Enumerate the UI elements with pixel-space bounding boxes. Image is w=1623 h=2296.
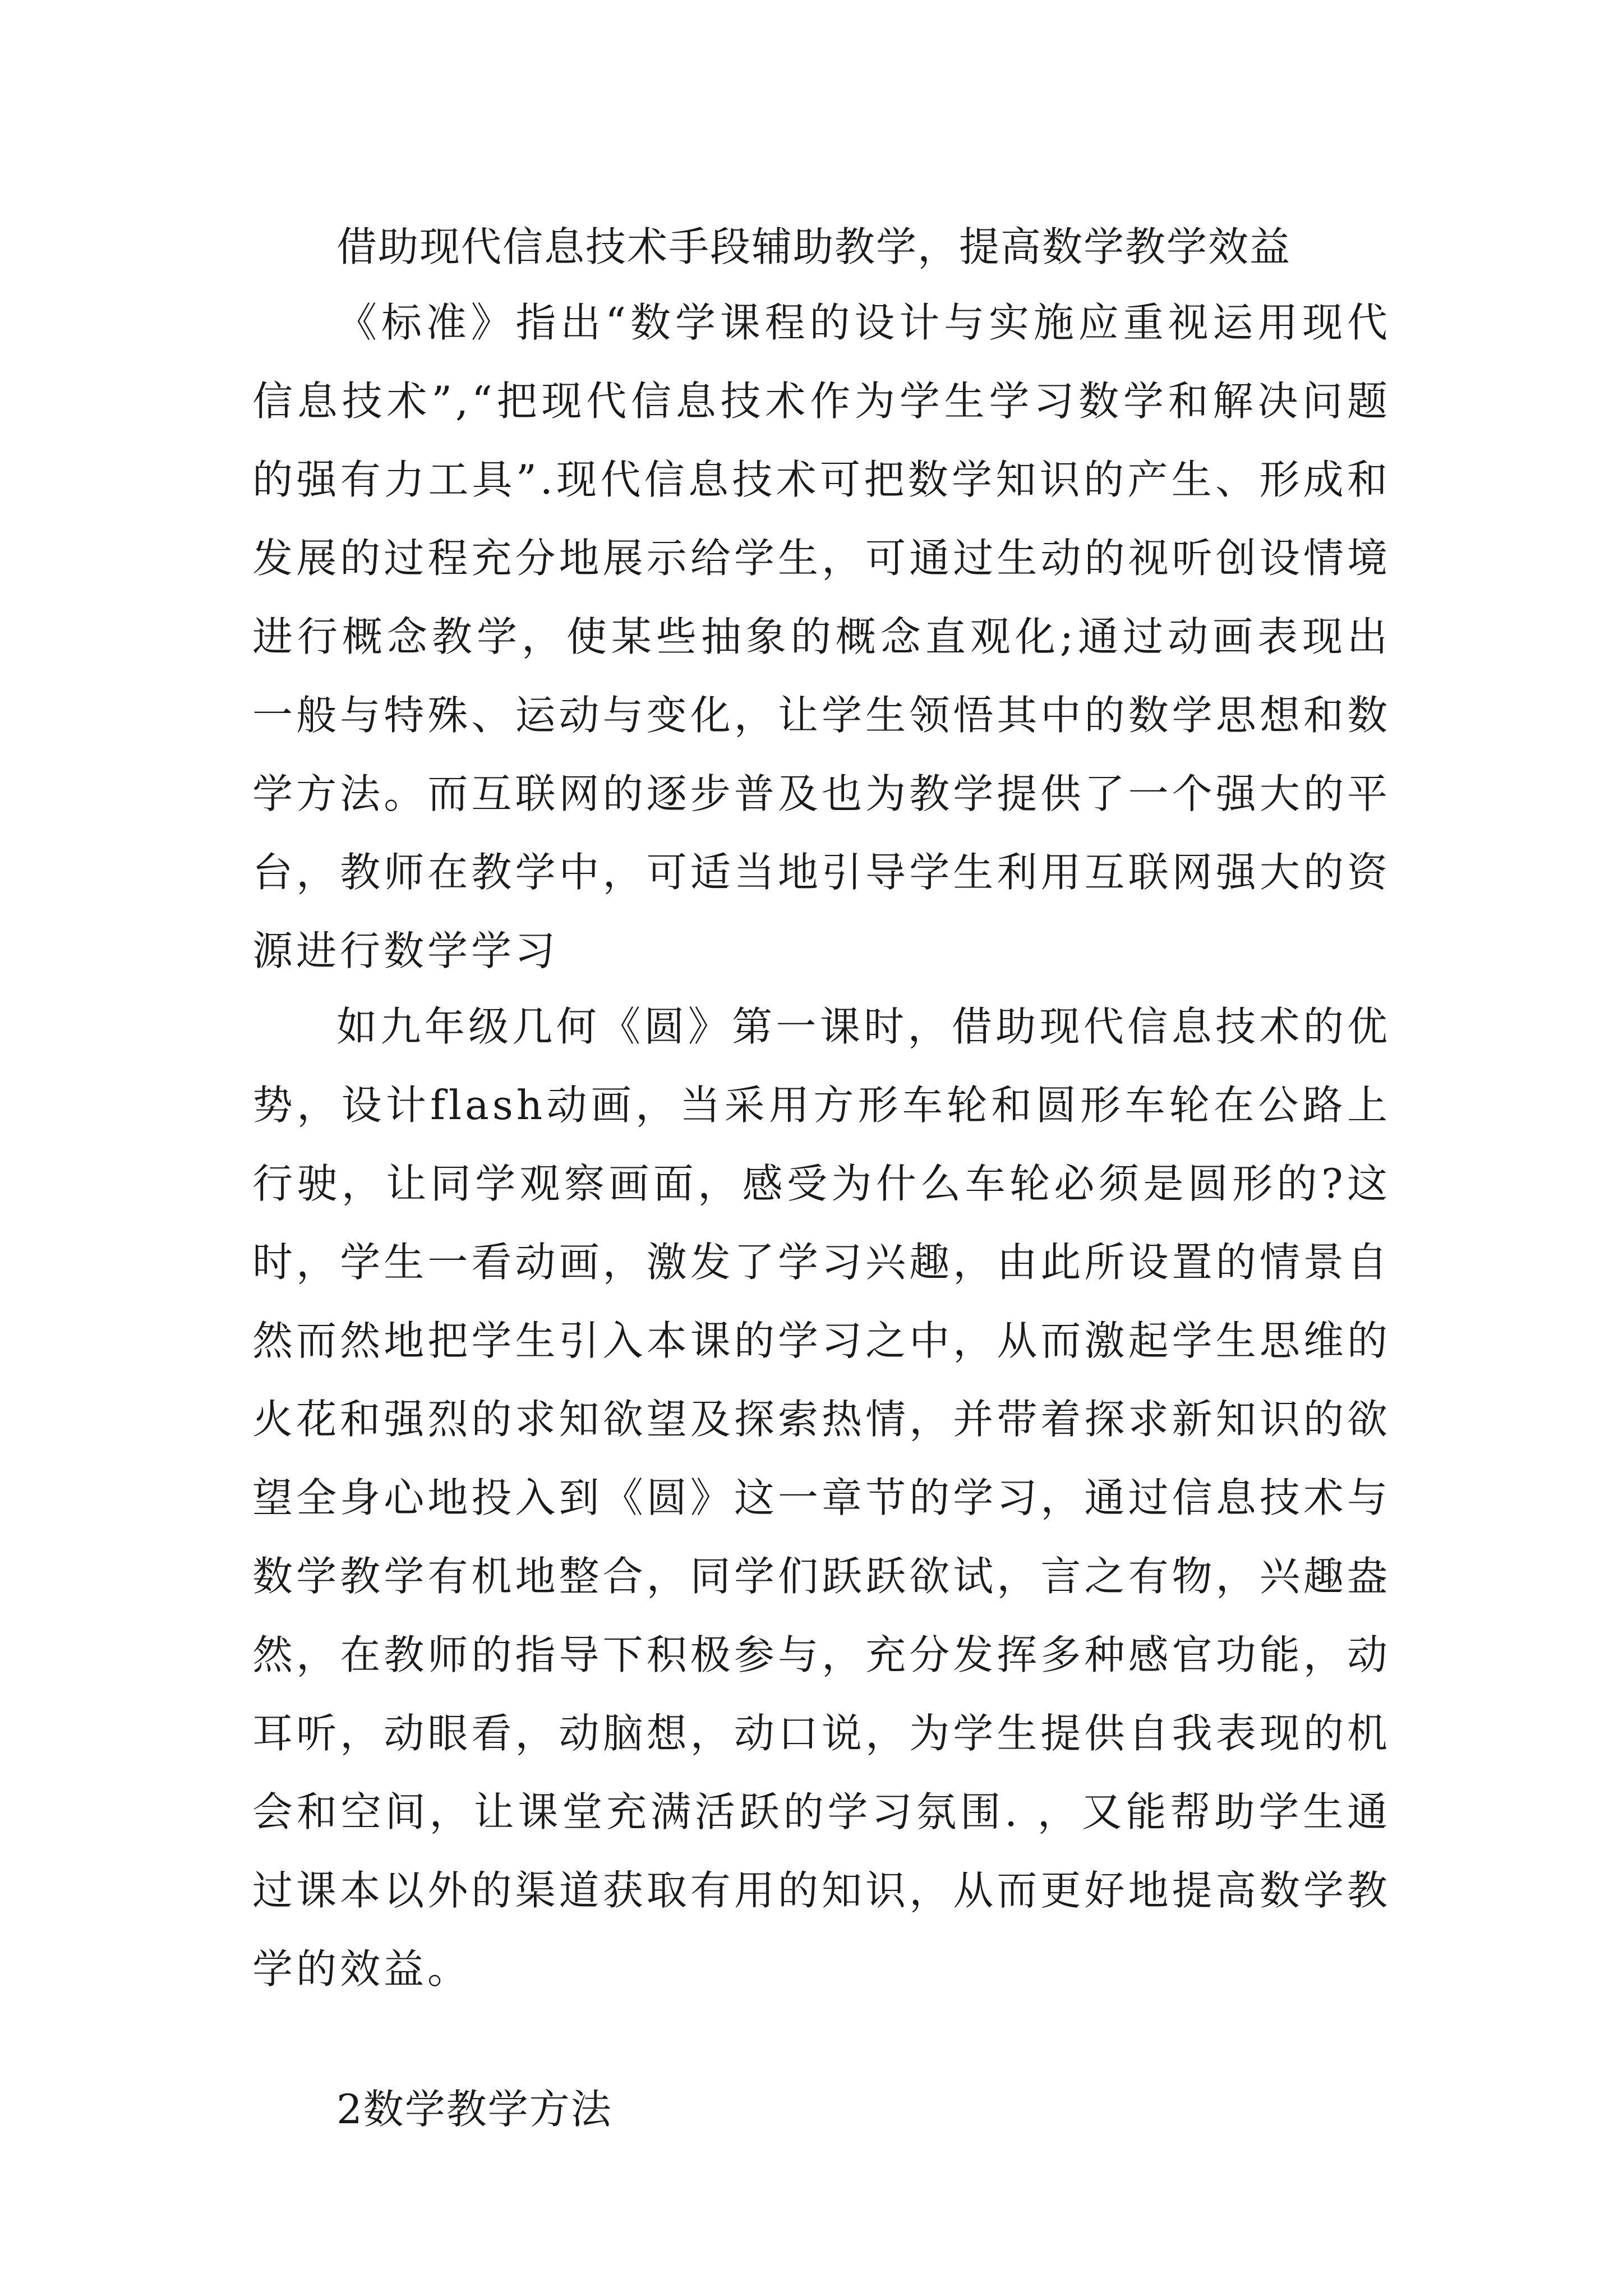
paragraph-standard: 《标准》指出“数学课程的设计与实施应重视运用现代信息技术”,“把现代信息技术作为学生学习数学和解决问题的强有力工具”.现代信息技术可把数学知识的产生、形成和发展的过程充分地展示给学生，可通过生动的视听创设情境进行概念教学，使某些抽象的概念直观化;通过动画表现出一般与特殊、运动与变化，让学生领悟其中的数学思想和数学方法。而互联网的逐步普及也为教学提供了一个强大的平台，教师在教学中，可适当地引导学生利用互联网强大的资源进行数学学习 [252,299,1391,974]
paragraph-circle-example: 如九年级几何《圆》第一课时，借助现代信息技术的优势，设计flash动画，当采用方形车轮和圆形车轮在公路上行驶，让同学观察画面，感受为什么车轮必须是圆形的?这时，学生一看动画，激发了学习兴趣，由此所设置的情景自然而然地把学生引入本课的学习之中，从而激起学生思维的火花和强烈的求知欲望及探索热情，并带着探求新知识的欲望全身心地投入到《圆》这一章节的学习，通过信息技术与数学教学有机地整合，同学们跃跃欲试，言之有物，兴趣盎然，在教师的指导下积极参与，充分发挥多种感官功能，动耳听，动眼看，动脑想，动口说，为学生提供自我表现的机会和空间，让课堂充满活跃的学习氛围. ，又能帮助学生通过课本以外的渠道获取有用的知识，从而更好地提高数学教学的效益。 [252,1003,1391,1993]
section-heading: 借助现代信息技术手段辅助教学，提高数学教学效益 [336,223,1292,270]
section-title: 2数学教学方法 [336,2086,612,2133]
